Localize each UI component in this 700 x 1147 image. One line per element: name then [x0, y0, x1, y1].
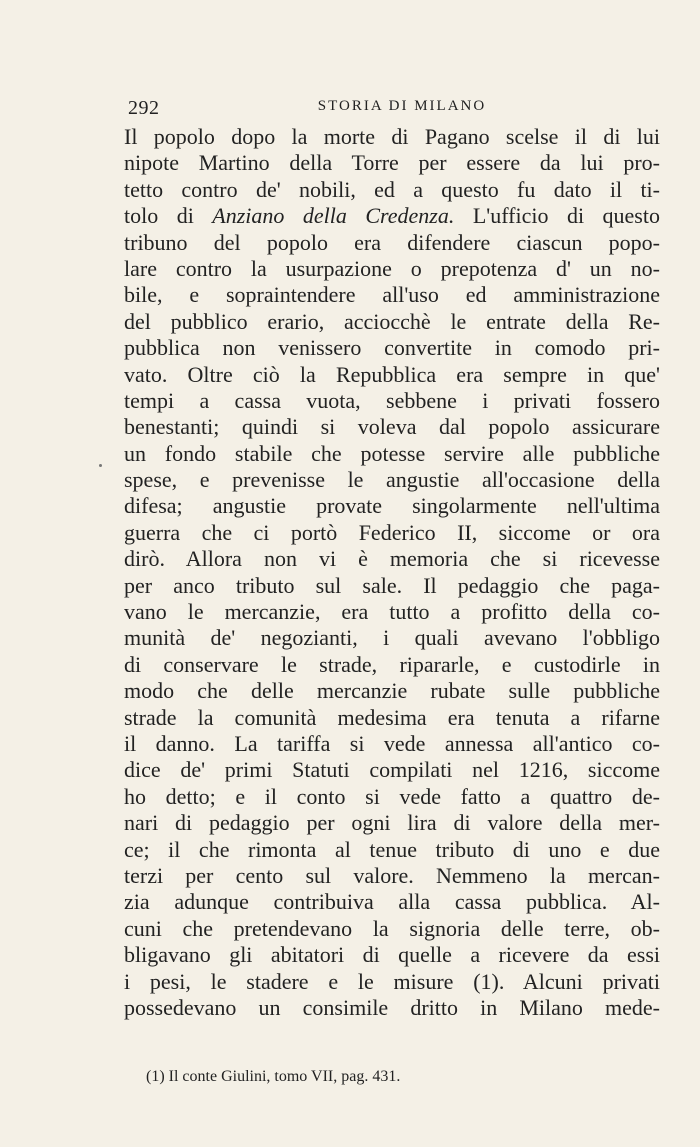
page-header	[128, 97, 656, 121]
text-line: bligavano gli abitatori di quelle a ricevere da essi	[124, 942, 660, 968]
text-line: terzi per cento sul valore. Nemmeno la mercan-	[124, 862, 660, 888]
text-line: lare contro la usurpazione o prepotenza d' un no-	[124, 255, 660, 281]
text-line: ce; il che rimonta al tenue tributo di uno e due	[124, 836, 660, 862]
text-line: tribuno del popolo era difendere ciascun popo-	[124, 229, 660, 255]
text-line: possedevano un consimile dritto in Milano mede-	[124, 994, 660, 1020]
text-line: per anco tributo sul sale. Il pedaggio che paga-	[124, 572, 660, 598]
text-line: il danno. La tariffa si vede annessa all'antico co-	[124, 730, 660, 756]
text-line: dice de' primi Statuti compilati nel 1216, siccome	[124, 757, 660, 783]
text-line: benestanti; quindi si voleva dal popolo assicurare	[124, 414, 660, 440]
text-line: guerra che ci portò Federico II, siccome or ora	[124, 519, 660, 545]
text-line: un fondo stabile che potesse servire alle pubbliche	[124, 440, 660, 466]
page-number: 292	[128, 97, 160, 119]
text-line: spese, e prevenisse le angustie all'occasione della	[124, 467, 660, 493]
text-line: strade la comunità medesima era tenuta a rifarne	[124, 704, 660, 730]
text-line: pubblica non venissero convertite in comodo pri-	[124, 335, 660, 361]
text-line: nari di pedaggio per ogni lira di valore della mer-	[124, 810, 660, 836]
text-line: vato. Oltre ciò la Repubblica era sempre in que'	[124, 361, 660, 387]
text-line: del pubblico erario, acciocchè le entrate della Re-	[124, 308, 660, 334]
text-line: tetto contro de' nobili, ed a questo fu dato il ti-	[124, 176, 660, 202]
text-line: bile, e sopraintendere all'uso ed amministrazione	[124, 282, 660, 308]
text-line: dirò. Allora non vi è memoria che si ricevesse	[124, 546, 660, 572]
body-text	[124, 124, 660, 1021]
running-title: STORIA DI MILANO	[317, 98, 487, 114]
footnote: (1) Il conte Giulini, tomo VII, pag. 431.	[146, 1068, 401, 1085]
text-line: nipote Martino della Torre per essere da lui pro-	[124, 150, 660, 176]
text-line: ho detto; e il conto si vede fatto a quattro de-	[124, 783, 660, 809]
text-segment: L'ufficio di questo	[454, 203, 660, 229]
text-line: di conservare le strade, ripararle, e custodirle in	[124, 651, 660, 677]
text-line: Il popolo dopo la morte di Pagano scelse il di lui	[124, 124, 660, 149]
text-line: zia adunque contribuiva alla cassa pubblica. Al-	[124, 889, 660, 915]
ink-speck	[99, 464, 102, 467]
text-segment: tolo di	[124, 203, 213, 229]
text-line: i pesi, le stadere e le misure (1). Alcuni privati	[124, 968, 660, 994]
italic-title: Anziano della Credenza.	[212, 203, 455, 229]
text-line: munità de' negozianti, i quali avevano l'obbligo	[124, 625, 660, 651]
text-line: difesa; angustie provate singolarmente nell'ultima	[124, 493, 660, 519]
text-line: modo che delle mercanzie rubate sulle pubbliche	[124, 678, 660, 704]
text-line-with-italic	[124, 203, 660, 229]
text-line: cuni che pretendevano la signoria delle terre, ob-	[124, 915, 660, 941]
text-line: vano le mercanzie, era tutto a profitto della co-	[124, 599, 660, 625]
text-line: tempi a cassa vuota, sebbene i privati fossero	[124, 387, 660, 413]
